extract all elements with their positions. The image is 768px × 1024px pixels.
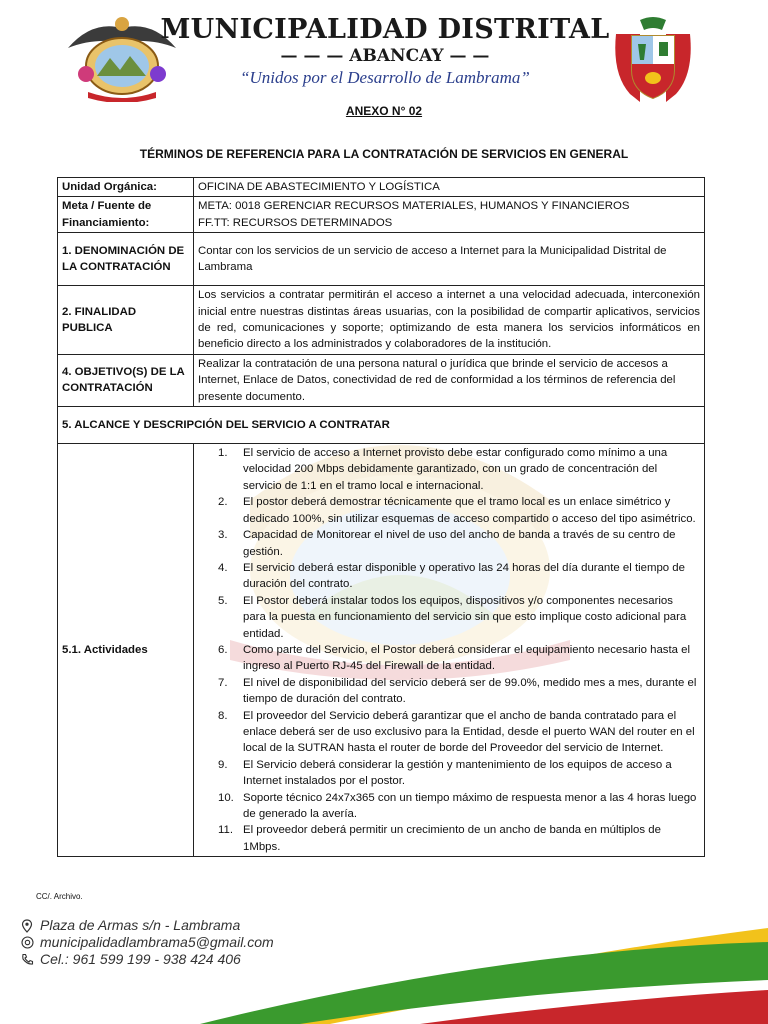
alcance-header: 5. ALCANCE Y DESCRIPCIÓN DEL SERVICIO A CONTRATAR — [58, 407, 705, 444]
list-item-number: 1. — [218, 447, 228, 460]
actividades-label: 5.1. Actividades — [58, 444, 194, 857]
phone-row — [20, 951, 274, 968]
table-row — [58, 354, 705, 406]
meta-label: Meta / Fuente de Financiamiento: — [58, 197, 194, 233]
list-item-number: 2. — [218, 496, 228, 509]
phone-text: Cel.: 961 599 199 - 938 424 406 — [40, 951, 241, 967]
list-item-text: Soporte técnico 24x7x365 con un tiempo máximo de respuesta menor a las 4 horas luego de generado la avería. — [243, 791, 697, 820]
meta-value-line: FF.TT: RECURSOS DETERMINADOS — [198, 216, 393, 229]
finalidad-value: Los servicios a contratar permitirán el acceso a internet a una velocidad adecuada, interconexión inicial entre nuestras distintas áreas usuarias, con la posibilidad de compartir aplicativos, servicios de red, comunicaciones y soporte; optimizando de esta manera los servicios informáticos en beneficio directo a los administrados y colaboradores de la institución. — [194, 286, 705, 355]
list-item-text: El nivel de disponibilidad del servicio deberá ser de 99.0%, medido mes a mes, durante el tiempo de duración del contrato. — [243, 676, 697, 706]
denominacion-label: 1. DENOMINACIÓN DE LA CONTRATACIÓN — [58, 233, 194, 286]
list-item — [198, 593, 700, 642]
denominacion-value: Contar con los servicios de un servicio de acceso a Internet para la Municipalidad Distrital de Lambrama — [194, 233, 705, 286]
municipality-title: MUNICIPALIDAD DISTRITAL — [160, 14, 610, 45]
municipality-subtitle: — — — ABANCAY — — — [280, 46, 490, 66]
table-row — [58, 286, 705, 355]
list-item-text: El Servicio deberá considerar la gestión y mantenimiento de los equipos de acceso a Internet instalados por el postor. — [243, 758, 672, 788]
peru-coat-of-arms-icon — [610, 14, 696, 106]
list-item-number: 4. — [218, 561, 228, 574]
list-item — [198, 642, 700, 675]
meta-value-line: META: 0018 GERENCIAR RECURSOS MATERIALES, HUMANOS Y FINANCIEROS — [198, 200, 630, 213]
actividades-list — [198, 445, 700, 855]
list-item-number: 7. — [218, 676, 228, 689]
terms-table — [57, 177, 705, 857]
document-title: TÉRMINOS DE REFERENCIA PARA LA CONTRATACIÓN DE SERVICIOS EN GENERAL — [139, 147, 629, 161]
at-sign-icon — [20, 936, 34, 950]
table-row — [58, 178, 705, 197]
actividades-cell — [194, 444, 705, 857]
unidad-value: OFICINA DE ABASTECIMIENTO Y LOGÍSTICA — [194, 178, 705, 197]
list-item-text: El proveedor del Servicio deberá garantizar que el ancho de banda contratado para el enlace deberá ser de uso exclusivo para la Entidad, desde el puerto WAN del router en el local de la SUTRAN hasta el router de borde del Proveedor del servicio de Internet. — [243, 709, 695, 755]
email-row — [20, 934, 274, 951]
annex-number: ANEXO N° 02 — [345, 104, 423, 118]
address-row — [20, 917, 274, 934]
list-item — [198, 560, 700, 593]
list-item-text: El proveedor deberá permitir un crecimiento de un ancho de banda en múltiplos de 1Mbps. — [243, 824, 661, 853]
list-item — [198, 708, 700, 757]
slogan: “Unidos por el Desarrollo de Lambrama” — [240, 68, 530, 87]
list-item-number: 3. — [218, 529, 228, 542]
list-item-text: Capacidad de Monitorear el nivel de uso del ancho de banda a través de su centro de gestión. — [243, 529, 676, 558]
location-pin-icon — [20, 919, 34, 933]
address-text: Plaza de Armas s/n - Lambrama — [40, 917, 241, 933]
table-row — [58, 444, 705, 857]
list-item — [198, 757, 700, 790]
phone-icon — [20, 953, 34, 967]
list-item — [198, 675, 700, 708]
list-item — [198, 790, 700, 823]
list-item — [198, 822, 700, 855]
list-item-number: 10. — [218, 791, 234, 804]
meta-value — [194, 197, 705, 233]
contact-info — [20, 917, 274, 968]
unidad-label: Unidad Orgánica: — [58, 178, 194, 197]
list-item-text: El Postor deberá instalar todos los equipos, dispositivos y/o componentes necesarios para la puesta en funcionamiento del servicio sin que esto implique costo adicional para entidad. — [243, 594, 687, 640]
list-item-number: 6. — [218, 643, 228, 656]
cc-archivo: CC/. Archivo. — [36, 892, 83, 901]
list-item — [198, 527, 700, 560]
list-item-text: El servicio de acceso a Internet provisto debe estar configurado como mínimo a una velocidad 200 Mbps debidamente garantizado, con un grado de concentración del servicio de 1:1 en el tramo local e internacional. — [243, 447, 668, 492]
list-item-number: 8. — [218, 709, 228, 722]
list-item-text: El servicio deberá estar disponible y operativo las 24 horas del día durante el tiempo de duración del contrato. — [243, 561, 685, 591]
objetivo-label: 4. OBJETIVO(S) DE LA CONTRATACIÓN — [58, 354, 194, 406]
list-item-text: Como parte del Servicio, el Postor deberá considerar el equipamiento necesario hasta el ingreso al Puerto RJ-45 del Firewall de la entidad. — [243, 643, 691, 673]
table-row — [58, 233, 705, 286]
email-text: municipalidadlambrama5@gmail.com — [40, 934, 274, 950]
list-item-number: 11. — [218, 824, 233, 837]
table-row — [58, 197, 705, 233]
list-item-number: 9. — [218, 758, 228, 771]
table-row — [58, 407, 705, 444]
finalidad-label: 2. FINALIDAD PUBLICA — [58, 286, 194, 355]
list-item-number: 5. — [218, 594, 228, 607]
list-item — [198, 494, 700, 527]
objetivo-value: Realizar la contratación de una persona natural o jurídica que brinde el servicio de accesos a Internet, Enlace de Datos, conectividad de red de conformidad a los términos de referencia del presente documento. — [194, 354, 705, 406]
list-item — [198, 445, 700, 494]
list-item-text: El postor deberá demostrar técnicamente que el tramo local es un enlace simétrico y dedicado 100%, sin utilizar esquemas de acceso compartido o acceso del tipo asimétrico. — [243, 496, 696, 525]
